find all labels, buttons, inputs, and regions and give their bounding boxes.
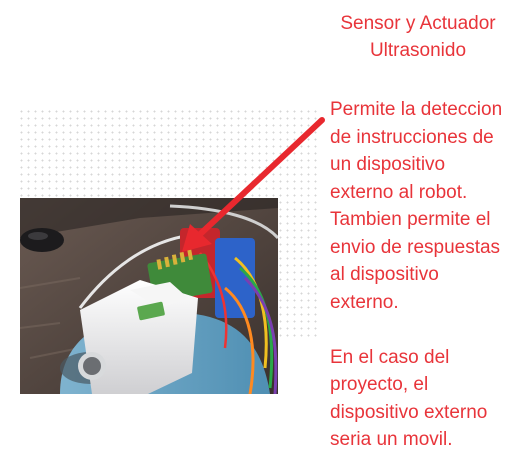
description-line: En el caso del bbox=[330, 346, 450, 368]
description-line: Tambien permite el bbox=[330, 209, 491, 230]
description-line: envio de respuestas bbox=[330, 236, 501, 258]
description-line: Permite la deteccion bbox=[330, 99, 503, 120]
description-line: proyecto, el bbox=[330, 374, 429, 395]
robot-photo bbox=[20, 198, 278, 394]
description-line: un dispositivo bbox=[330, 154, 446, 175]
slide-title bbox=[318, 10, 518, 64]
robot-photo-illustration bbox=[20, 198, 278, 394]
description-line: externo al robot. bbox=[330, 181, 468, 203]
description-text bbox=[330, 96, 526, 454]
paragraph-gap bbox=[330, 316, 526, 344]
description-line: de instrucciones de bbox=[330, 126, 494, 148]
description-line: seria un movil. bbox=[330, 429, 453, 450]
description-line: dispositivo externo bbox=[330, 401, 488, 423]
description-line: al dispositivo bbox=[330, 264, 439, 285]
title-line-1: Sensor y Actuador bbox=[340, 13, 496, 34]
description-line: externo. bbox=[330, 291, 399, 313]
title-line-2: Ultrasonido bbox=[369, 40, 467, 61]
